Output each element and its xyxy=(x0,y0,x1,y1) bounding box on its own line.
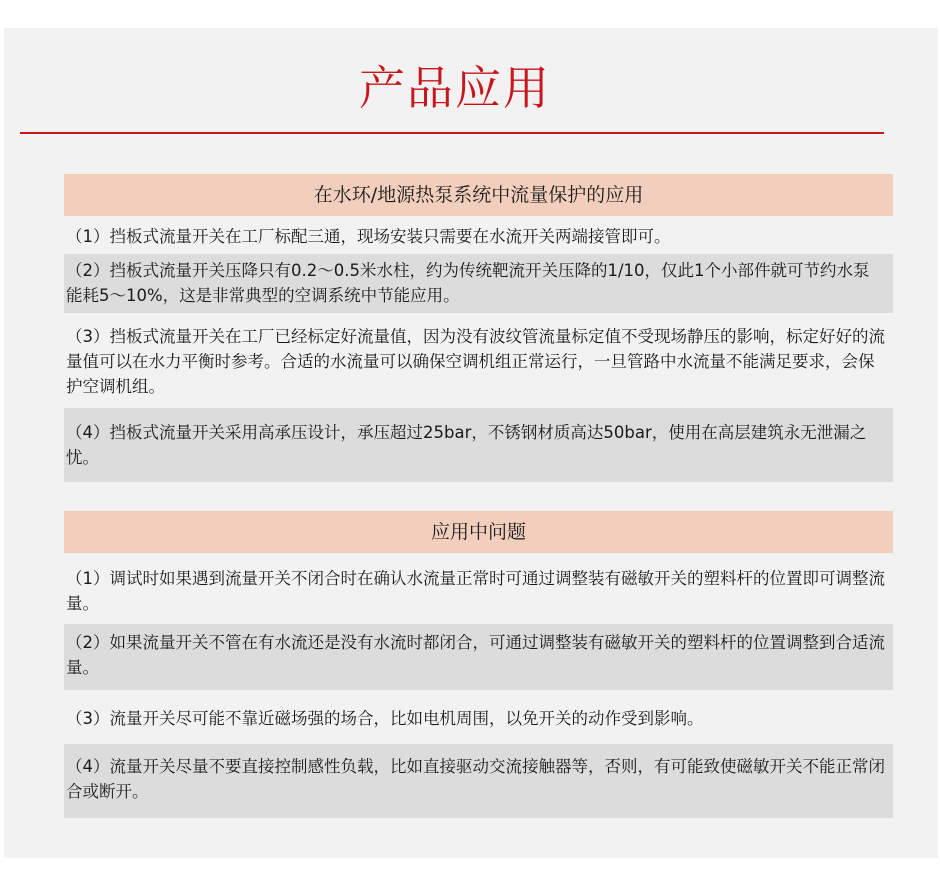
application-item-4: （4）挡板式流量开关采用高承压设计，承压超过25bar，不锈钢材质高达50bar，使用在高层建筑永无泄漏之忧。 xyxy=(64,408,893,482)
section-header-issues: 应用中问题 xyxy=(64,511,893,553)
issue-item-1: （1）调试时如果遇到流量开关不闭合时在确认水流量正常时可通过调整装有磁敏开关的塑料杆的位置即可调整流量。 xyxy=(64,564,893,618)
application-item-1: （1）挡板式流量开关在工厂标配三通，现场安装只需要在水流开关两端接管即可。 xyxy=(64,222,893,250)
title-divider xyxy=(20,132,884,134)
application-item-2: （2）挡板式流量开关压降只有0.2～0.5米水柱，约为传统靶流开关压降的1/10，仅此1个小部件就可节约水泵能耗5～10%，这是非常典型的空调系统中节能应用。 xyxy=(64,254,893,313)
section-header-application: 在水环/地源热泵系统中流量保护的应用 xyxy=(64,174,893,216)
issue-item-2: （2）如果流量开关不管在有水流还是没有水流时都闭合，可通过调整装有磁敏开关的塑料杆的位置调整到合适流量。 xyxy=(64,624,893,690)
issue-item-4: （4）流量开关尽量不要直接控制感性负载，比如直接驱动交流接触器等，否则，有可能致使磁敏开关不能正常闭合或断开。 xyxy=(64,744,893,818)
issue-item-3: （3）流量开关尽可能不靠近磁场强的场合，比如电机周围，以免开关的动作受到影响。 xyxy=(64,704,893,732)
page-title: 产品应用 xyxy=(359,61,551,115)
application-item-3: （3）挡板式流量开关在工厂已经标定好流量值，因为没有波纹管流量标定值不受现场静压的影响，标定好好的流量值可以在水力平衡时参考。合适的水流量可以确保空调机组正常运行，一旦管路中水流量不能满足要求，会保护空调机组。 xyxy=(64,320,893,398)
